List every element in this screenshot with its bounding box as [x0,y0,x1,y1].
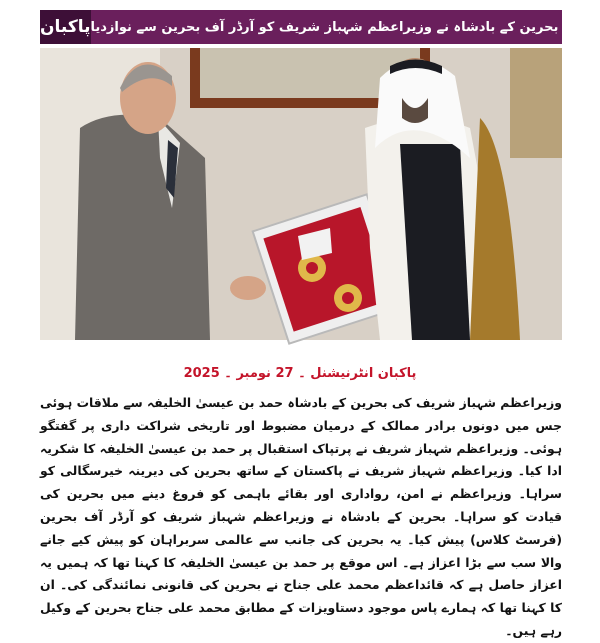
header-band [40,10,562,44]
news-photo [40,48,562,340]
headline: بحرین کے بادشاہ نے وزیراعظم شہباز شریف کو آرڈر آف بحرین سے نوازدیا [90,19,559,35]
article-body: وزیراعظم شہباز شریف کی بحرین کے بادشاہ حمد بن عیسیٰ الخلیفہ سے ملاقات ہوئی جس میں دونوں برادر ممالک کے درمیان مضبوط اور تاریخی شراکت داری پر گفتگو ہوئی۔ وزیراعظم شہباز شریف نے پرتپاک استقبال پر حمد بن عیسیٰ الخلیفہ کا شکریہ ادا کیا۔ وزیراعظم شہباز شریف نے پاکستان کے ساتھ بحرین کی دیرینہ خیرسگالی کو سراہا۔ وزیراعظم نے امن، رواداری اور بقائے باہمی کو فروغ دینے میں بحرین کی قیادت کو سراہا۔ بحرین کے بادشاہ نے وزیراعظم شہباز شریف کو آرڈر آف بحرین (فرسٹ کلاس) پیش کیا۔ یہ بحرین کی جانب سے عالمی سربراہان کو پیش کیے جانے والا سب سے بڑا اعزاز ہے۔ اس موقع پر حمد بن عیسیٰ الخلیفہ کا کہنا تھا کہ ہمیں یہ اعزاز حاصل ہے کہ قائداعظم محمد علی جناح نے بحرین کی قانونی نمائندگی کی۔ ان کا کہنا تھا کہ ہمارے پاس موجود دستاویزات کے مطابق محمد علی جناح بحرین کے وکیل رہے ہیں۔ [40,395,562,638]
dateline: پاکبان انٹرنیشنل ۔ 27 نومبر ۔ 2025 [183,366,417,381]
photo-icon [40,48,562,340]
brand-logo: پاکبان [40,10,91,44]
